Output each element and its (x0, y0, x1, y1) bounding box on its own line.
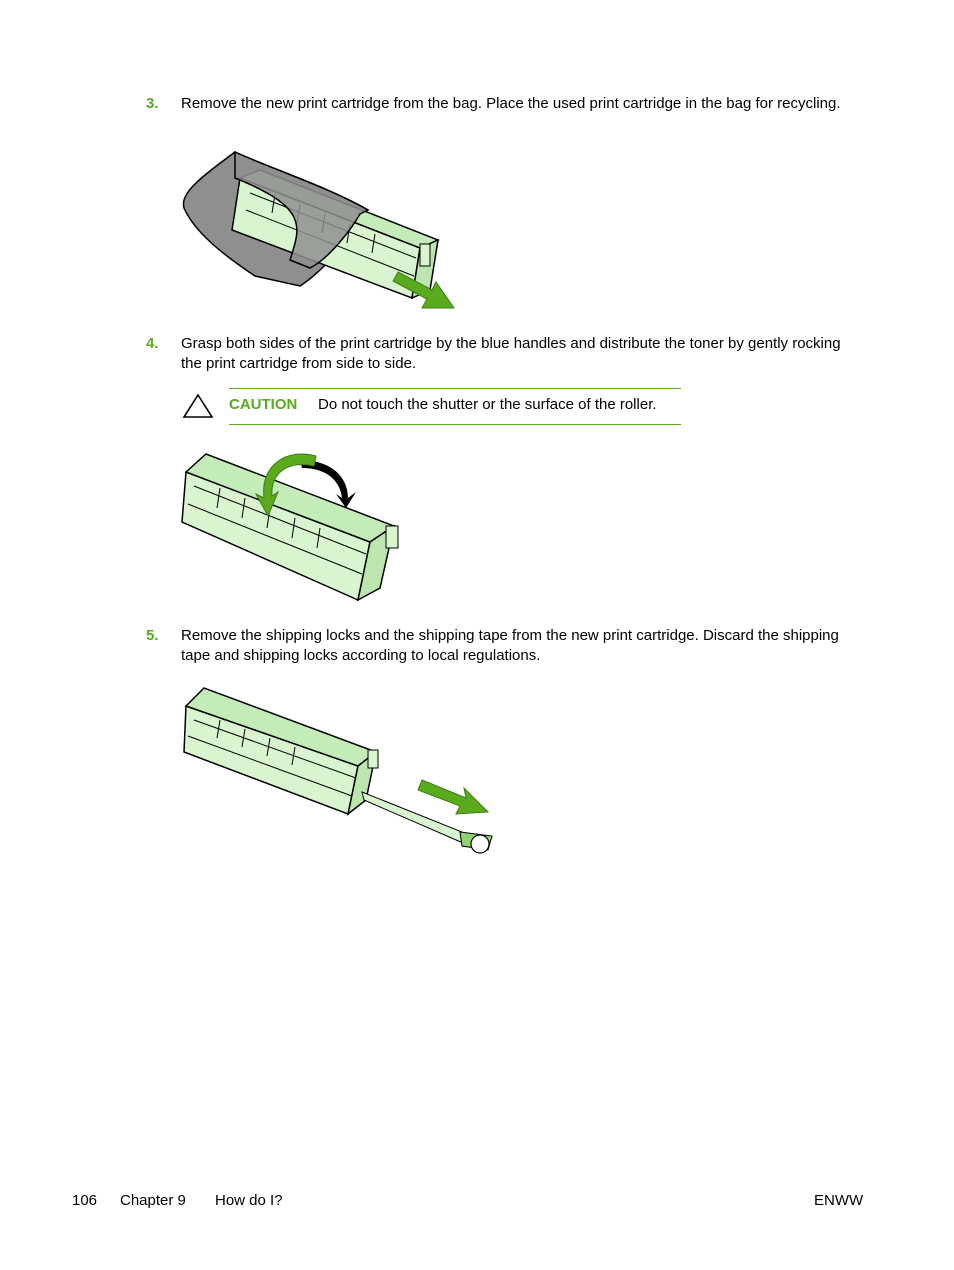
caution-notice (182, 388, 682, 425)
footer-chapter: Chapter 9 (120, 1192, 186, 1209)
step-number: 3. (146, 95, 159, 112)
step-number: 5. (146, 627, 159, 644)
step-text: Remove the shipping locks and the shipping tape from the new print cartridge. Discard the shipping tape and shipping locks according to local regulations. (181, 627, 839, 664)
rock-cartridge-illustration (180, 442, 410, 610)
step-text: Remove the new print cartridge from the bag. Place the used print cartridge in the bag for recycling. (181, 95, 841, 112)
remove-from-bag-illustration (180, 148, 470, 323)
pull-arrow-icon (418, 780, 488, 814)
page-number: 106 (72, 1192, 98, 1209)
caution-box (229, 388, 681, 425)
footer-doc-code: ENWW (814, 1192, 864, 1209)
caution-text: Do not touch the shutter or the surface of the roller. (318, 396, 657, 413)
step-number: 4. (146, 335, 159, 352)
caution-triangle-icon (182, 393, 214, 419)
remove-shipping-tape-illustration (180, 680, 500, 855)
footer-chapter-title: How do I? (215, 1192, 283, 1209)
step-text: Grasp both sides of the print cartridge by the blue handles and distribute the toner by gently rocking the print cartridge from side to side. (181, 335, 841, 372)
cartridge-gear (420, 244, 430, 266)
cartridge-gear (368, 750, 378, 768)
cartridge-gear (386, 526, 398, 548)
caution-label: CAUTION (229, 396, 298, 413)
tape-ring (471, 835, 489, 853)
